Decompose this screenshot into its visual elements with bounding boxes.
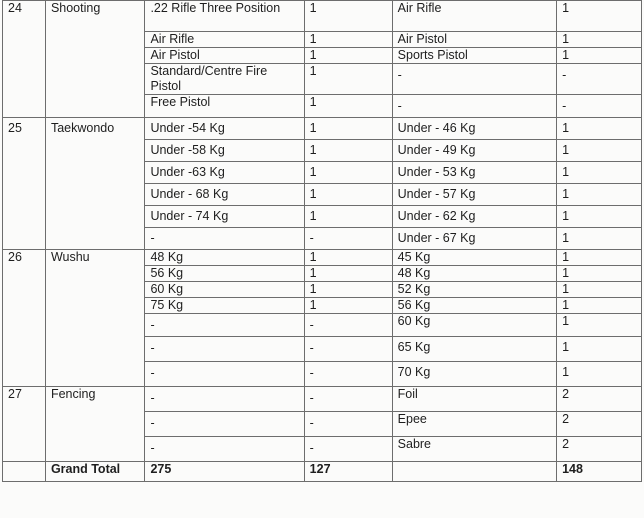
men-count: 1 — [304, 95, 392, 118]
women-event: Epee — [392, 412, 556, 437]
men-count: 1 — [304, 298, 392, 314]
table-row — [3, 1, 642, 32]
women-event-text: Under - 49 Kg — [397, 143, 476, 157]
men-count — [304, 162, 392, 184]
men-count: 1 — [304, 48, 392, 64]
men-event: 56 Kg — [145, 266, 304, 282]
men-count-text: 1 — [309, 187, 317, 201]
women-count: 2 — [557, 387, 642, 412]
women-event — [392, 95, 556, 118]
women-count-text: 1 — [562, 121, 570, 135]
women-count — [557, 228, 642, 250]
men-event — [145, 118, 304, 140]
women-count: 2 — [557, 437, 642, 462]
women-event-text: Under - 46 Kg — [397, 121, 476, 135]
sport-number-text: 25 — [8, 121, 22, 135]
men-count-text: 1 — [309, 143, 317, 157]
women-event — [392, 118, 556, 140]
men-event-text: - — [150, 391, 155, 405]
women-count — [557, 337, 642, 362]
men-event-text: - — [150, 318, 155, 332]
men-event: 75 Kg — [145, 298, 304, 314]
men-count-text: - — [309, 441, 314, 455]
men-event — [145, 228, 304, 250]
women-event: 60 Kg — [392, 314, 556, 337]
men-count-text: 1 — [309, 209, 317, 223]
women-count: 2 — [557, 412, 642, 437]
men-count-text: 1 — [309, 121, 317, 135]
women-event: 45 Kg — [392, 250, 556, 266]
men-count — [304, 337, 392, 362]
sport-number — [3, 118, 46, 250]
men-count-text: - — [309, 416, 314, 430]
women-event — [392, 162, 556, 184]
women-count: 1 — [557, 32, 642, 48]
men-count — [304, 206, 392, 228]
men-event: 60 Kg — [145, 282, 304, 298]
men-event: 48 Kg — [145, 250, 304, 266]
women-event: Sports Pistol — [392, 48, 556, 64]
men-count-text: - — [309, 366, 314, 380]
men-count-text: - — [309, 231, 314, 245]
women-count — [557, 162, 642, 184]
women-event-text: Under - 57 Kg — [397, 187, 476, 201]
women-event: 48 Kg — [392, 266, 556, 282]
men-count — [304, 412, 392, 437]
grand-total-label: Grand Total — [45, 462, 145, 482]
men-count: 1 — [304, 266, 392, 282]
men-event — [145, 162, 304, 184]
men-event: .22 Rifle Three Position — [145, 1, 304, 32]
women-event — [392, 228, 556, 250]
women-event: Air Rifle — [392, 1, 556, 32]
women-event-text: Under - 67 Kg — [397, 231, 476, 245]
women-count — [557, 362, 642, 387]
women-event-text: 65 Kg — [397, 340, 431, 354]
men-event — [145, 412, 304, 437]
men-count — [304, 118, 392, 140]
women-event-text: - — [397, 68, 402, 82]
sport-name: Shooting — [45, 1, 145, 118]
grand-total-row — [3, 462, 642, 482]
women-count-text: - — [562, 99, 567, 113]
women-count: 1 — [557, 314, 642, 337]
women-count-text: 1 — [562, 365, 570, 379]
women-event: Air Pistol — [392, 32, 556, 48]
men-event-text: - — [150, 366, 155, 380]
women-count: 1 — [557, 250, 642, 266]
men-count-text: 1 — [309, 165, 317, 179]
women-event: 52 Kg — [392, 282, 556, 298]
sport-number: 27 — [3, 387, 46, 462]
men-count — [304, 387, 392, 412]
men-event — [145, 184, 304, 206]
table-row — [3, 250, 642, 266]
women-count — [557, 184, 642, 206]
sport-name-text: Taekwondo — [50, 121, 115, 135]
grand-total-men-count: 127 — [304, 462, 392, 482]
grand-total-women-count: 148 — [557, 462, 642, 482]
women-count-text: 1 — [562, 165, 570, 179]
men-event — [145, 437, 304, 462]
men-event: Free Pistol — [145, 95, 304, 118]
men-event-text: Under - 74 Kg — [150, 209, 229, 223]
men-event-text: - — [150, 441, 155, 455]
men-count-text: - — [309, 391, 314, 405]
men-count: 1 — [304, 250, 392, 266]
women-event — [392, 64, 556, 95]
men-event-text: - — [150, 341, 155, 355]
men-event — [145, 314, 304, 337]
women-count-text: 1 — [562, 209, 570, 223]
women-event — [392, 140, 556, 162]
men-event — [145, 387, 304, 412]
women-count: 1 — [557, 298, 642, 314]
men-count — [304, 140, 392, 162]
men-event — [145, 140, 304, 162]
sport-number: 24 — [3, 1, 46, 118]
women-count-text: 1 — [562, 231, 570, 245]
women-count — [557, 140, 642, 162]
men-event-text: Under -58 Kg — [150, 143, 225, 157]
men-count: 1 — [304, 282, 392, 298]
men-count — [304, 228, 392, 250]
men-count — [304, 362, 392, 387]
sport-name: Wushu — [45, 250, 145, 387]
women-count: 1 — [557, 282, 642, 298]
women-count-text: 1 — [562, 187, 570, 201]
women-event — [392, 362, 556, 387]
men-count: 1 — [304, 64, 392, 95]
women-count — [557, 206, 642, 228]
sport-number: 26 — [3, 250, 46, 387]
men-event-text: Under -63 Kg — [150, 165, 225, 179]
men-count — [304, 314, 392, 337]
sport-name — [45, 118, 145, 250]
women-event-text: - — [397, 99, 402, 113]
sport-name: Fencing — [45, 387, 145, 462]
grand-total-women-event — [392, 462, 556, 482]
women-event: Foil — [392, 387, 556, 412]
women-count-text: 1 — [562, 143, 570, 157]
men-event-text: Under -54 Kg — [150, 121, 225, 135]
women-event-text: 70 Kg — [397, 365, 431, 379]
women-event-text: Under - 62 Kg — [397, 209, 476, 223]
men-count — [304, 184, 392, 206]
women-count-text: 1 — [562, 340, 570, 354]
men-event — [145, 206, 304, 228]
table-row — [3, 387, 642, 412]
men-count — [304, 437, 392, 462]
women-event-text: Under - 53 Kg — [397, 165, 476, 179]
events-table — [2, 0, 642, 482]
women-count — [557, 64, 642, 95]
men-count-text: - — [309, 318, 314, 332]
men-event-text: - — [150, 231, 155, 245]
men-event: Air Rifle — [145, 32, 304, 48]
women-count — [557, 95, 642, 118]
men-event: Air Pistol — [145, 48, 304, 64]
women-event: 56 Kg — [392, 298, 556, 314]
grand-total-number — [3, 462, 46, 482]
women-event — [392, 184, 556, 206]
men-event-text: - — [150, 416, 155, 430]
men-event-text: Under - 68 Kg — [150, 187, 229, 201]
women-count: 1 — [557, 48, 642, 64]
women-event — [392, 337, 556, 362]
women-count: 1 — [557, 266, 642, 282]
men-count: 1 — [304, 1, 392, 32]
women-count — [557, 118, 642, 140]
women-event: Sabre — [392, 437, 556, 462]
men-event — [145, 362, 304, 387]
men-count-text: - — [309, 341, 314, 355]
women-count-text: - — [562, 68, 567, 82]
women-event — [392, 206, 556, 228]
grand-total-men-events: 275 — [145, 462, 304, 482]
men-count: 1 — [304, 32, 392, 48]
women-count: 1 — [557, 1, 642, 32]
table-row — [3, 118, 642, 140]
men-event — [145, 337, 304, 362]
men-event: Standard/Centre Fire Pistol — [145, 64, 304, 95]
